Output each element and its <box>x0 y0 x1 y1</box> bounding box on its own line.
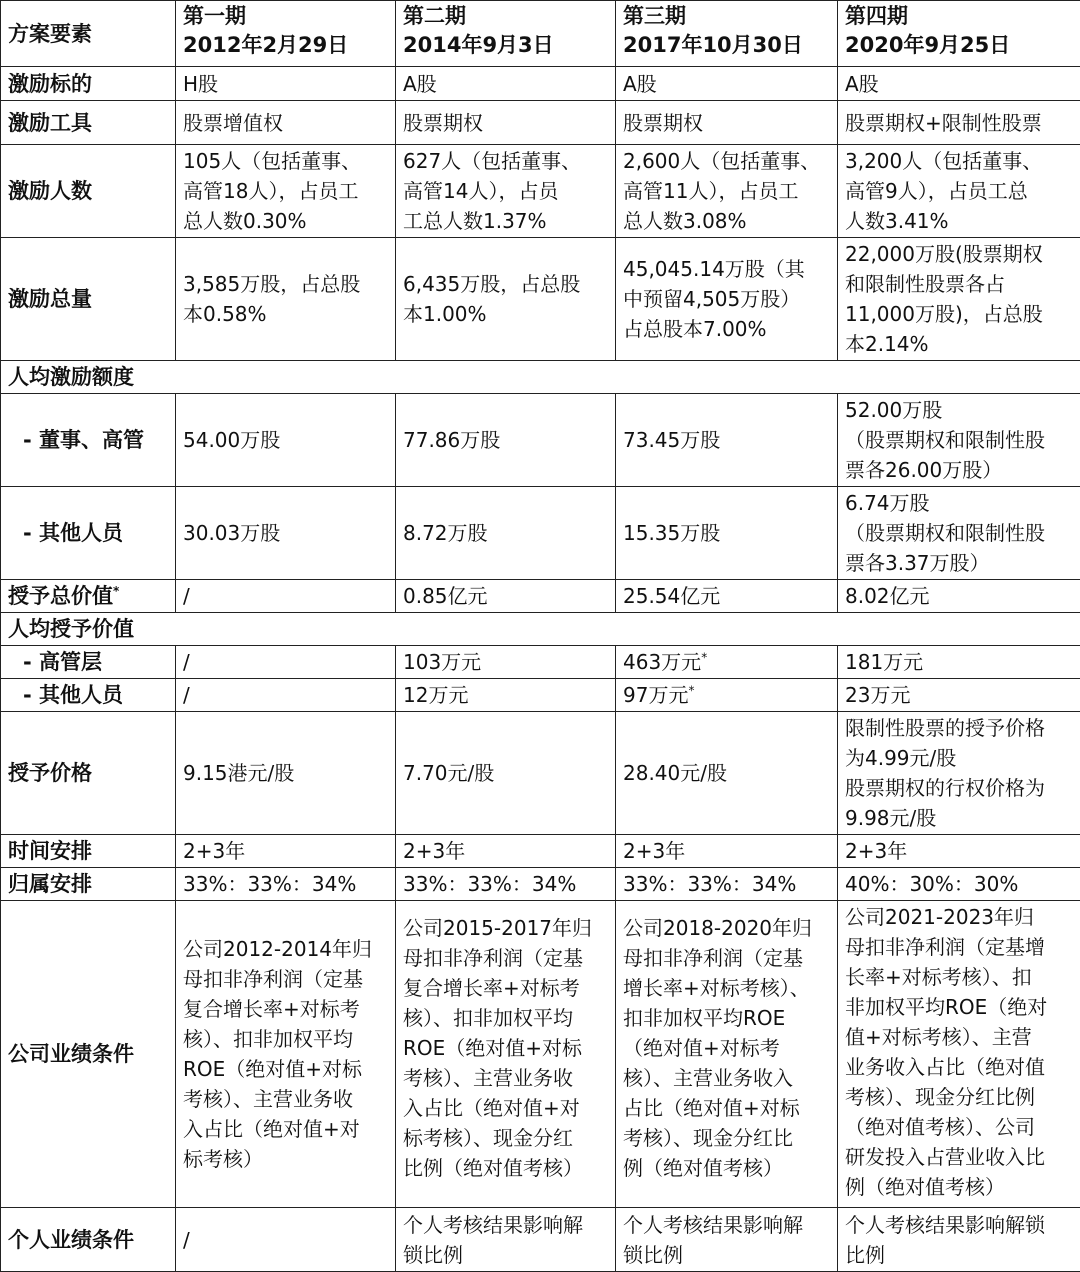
row-label-exec-level: - 高管层 <box>1 646 176 679</box>
table-cell: 公司2018-2020年归 母扣非净利润（定基 增长率+对标考核）、 扣非加权平均ROE （绝对值+对标考 核）、主营业务收入 占比（绝对值+对标 考核）、现金分红比 例（绝对值考核） <box>616 901 838 1208</box>
table-cell: 12万元 <box>396 679 616 712</box>
table-cell: 33%：33%：34% <box>396 868 616 901</box>
table-cell: 33%：33%：34% <box>176 868 396 901</box>
section-row <box>1 613 1080 646</box>
table-cell: 627人（包括董事、 高管14人），占员 工总人数1.37% <box>396 145 616 238</box>
table-cell: 个人考核结果影响解锁 比例 <box>838 1208 1080 1272</box>
row-label-company-cond: 公司业绩条件 <box>1 901 176 1208</box>
row-label-vesting: 归属安排 <box>1 868 176 901</box>
table-cell: 54.00万股 <box>176 394 396 487</box>
period-date: 2020年9月25日 <box>845 31 1075 60</box>
table-row <box>1 101 1080 145</box>
row-label-people: 激励人数 <box>1 145 176 238</box>
cell-value: 97万元 <box>623 683 688 707</box>
table-cell: A股 <box>616 67 838 101</box>
period-3-header <box>616 1 838 67</box>
table-cell: 9.15港元/股 <box>176 712 396 835</box>
table-cell: 2+3年 <box>838 835 1080 868</box>
period-date: 2017年10月30日 <box>623 31 832 60</box>
table-cell: 个人考核结果影响解 锁比例 <box>616 1208 838 1272</box>
table-row <box>1 487 1080 580</box>
section-row <box>1 361 1080 394</box>
table-cell: 股票期权+限制性股票 <box>838 101 1080 145</box>
table-row <box>1 394 1080 487</box>
table-cell: A股 <box>838 67 1080 101</box>
table-cell: 6.74万股 （股票期权和限制性股 票各3.37万股） <box>838 487 1080 580</box>
table-row <box>1 1208 1080 1272</box>
period-name: 第三期 <box>623 2 832 31</box>
table-row <box>1 901 1080 1208</box>
table-cell: / <box>176 1208 396 1272</box>
table-cell: A股 <box>396 67 616 101</box>
period-name: 第四期 <box>845 2 1075 31</box>
table-cell: 公司2021-2023年归 母扣非净利润（定基增 长率+对标考核）、扣 非加权平均ROE（绝对 值+对标考核）、主营 业务收入占比（绝对值 考核）、现金分红比例 （绝对值考核）、公司 研发投入占营业收入比 例（绝对值考核） <box>838 901 1080 1208</box>
table-cell: 限制性股票的授予价格 为4.99元/股 股票期权的行权价格为 9.98元/股 <box>838 712 1080 835</box>
table-cell: / <box>176 580 396 613</box>
table-cell: 0.85亿元 <box>396 580 616 613</box>
table-row <box>1 712 1080 835</box>
table-cell: 28.40元/股 <box>616 712 838 835</box>
table-cell: H股 <box>176 67 396 101</box>
table-cell: 6,435万股，占总股 本1.00% <box>396 238 616 361</box>
period-2-header <box>396 1 616 67</box>
period-1-header <box>176 1 396 67</box>
table-row <box>1 580 1080 613</box>
table-cell: / <box>176 646 396 679</box>
table-row <box>1 646 1080 679</box>
table-cell: 股票期权 <box>396 101 616 145</box>
table-cell: 22,000万股(股票期权 和限制性股票各占 11,000万股)，占总股 本2.14% <box>838 238 1080 361</box>
period-date: 2014年9月3日 <box>403 31 610 60</box>
table-cell: 公司2015-2017年归 母扣非净利润（定基 复合增长率+对标考 核）、扣非加权平均 ROE（绝对值+对标 考核）、主营业务收 入占比（绝对值+对 标考核）、现金分红 比例（绝对值考核） <box>396 901 616 1208</box>
table-cell: 公司2012-2014年归 母扣非净利润（定基 复合增长率+对标考 核）、扣非加权平均 ROE（绝对值+对标 考核）、主营业务收 入占比（绝对值+对 标考核） <box>176 901 396 1208</box>
table-cell: 25.54亿元 <box>616 580 838 613</box>
table-cell: 2+3年 <box>396 835 616 868</box>
row-label-text: 授予总价值 <box>8 584 113 608</box>
table-cell: 7.70元/股 <box>396 712 616 835</box>
table-row <box>1 835 1080 868</box>
table-cell: 3,585万股，占总股 本0.58% <box>176 238 396 361</box>
table-cell: 8.72万股 <box>396 487 616 580</box>
table-cell: 15.35万股 <box>616 487 838 580</box>
table-cell: 30.03万股 <box>176 487 396 580</box>
row-label-price: 授予价格 <box>1 712 176 835</box>
table-cell: 40%：30%：30% <box>838 868 1080 901</box>
table-row <box>1 679 1080 712</box>
table-cell: 股票增值权 <box>176 101 396 145</box>
table-cell: 8.02亿元 <box>838 580 1080 613</box>
row-label-total: 激励总量 <box>1 238 176 361</box>
table-row <box>1 868 1080 901</box>
row-label-other-staff: - 其他人员 <box>1 679 176 712</box>
table-cell: 2,600人（包括董事、 高管11人），占员工 总人数3.08% <box>616 145 838 238</box>
header-row <box>1 1 1080 67</box>
table-cell: 103万元 <box>396 646 616 679</box>
row-label-personal-cond: 个人业绩条件 <box>1 1208 176 1272</box>
table-cell: 23万元 <box>838 679 1080 712</box>
table-cell: 3,200人（包括董事、 高管9人），占员工总 人数3.41% <box>838 145 1080 238</box>
footnote-mark: * <box>688 683 694 697</box>
period-date: 2012年2月29日 <box>183 31 390 60</box>
period-name: 第一期 <box>183 2 390 31</box>
footnote-mark: * <box>113 584 119 598</box>
cell-value: 463万元 <box>623 650 701 674</box>
row-label-target: 激励标的 <box>1 67 176 101</box>
section-label-grant-per-capita: 人均授予价值 <box>1 613 1080 646</box>
table-cell <box>616 679 838 712</box>
row-label-schedule: 时间安排 <box>1 835 176 868</box>
table-cell: / <box>176 679 396 712</box>
table-cell: 77.86万股 <box>396 394 616 487</box>
row-label-grant-total <box>1 580 176 613</box>
period-4-header <box>838 1 1080 67</box>
table-cell: 2+3年 <box>616 835 838 868</box>
table-cell: 个人考核结果影响解 锁比例 <box>396 1208 616 1272</box>
table-row <box>1 238 1080 361</box>
table-cell: 45,045.14万股（其 中预留4,505万股） 占总股本7.00% <box>616 238 838 361</box>
section-label-per-capita: 人均激励额度 <box>1 361 1080 394</box>
row-label-tool: 激励工具 <box>1 101 176 145</box>
period-name: 第二期 <box>403 2 610 31</box>
table-cell: 52.00万股 （股票期权和限制性股 票各26.00万股） <box>838 394 1080 487</box>
table-cell: 2+3年 <box>176 835 396 868</box>
table-row <box>1 145 1080 238</box>
row-label-directors: - 董事、高管 <box>1 394 176 487</box>
header-label: 方案要素 <box>1 1 176 67</box>
table-cell: 73.45万股 <box>616 394 838 487</box>
table-cell: 33%：33%：34% <box>616 868 838 901</box>
table-row <box>1 67 1080 101</box>
table-cell: 股票期权 <box>616 101 838 145</box>
row-label-others: - 其他人员 <box>1 487 176 580</box>
table-cell: 181万元 <box>838 646 1080 679</box>
footnote-mark: * <box>701 650 707 664</box>
table-cell: 105人（包括董事、 高管18人），占员工 总人数0.30% <box>176 145 396 238</box>
table-cell <box>616 646 838 679</box>
